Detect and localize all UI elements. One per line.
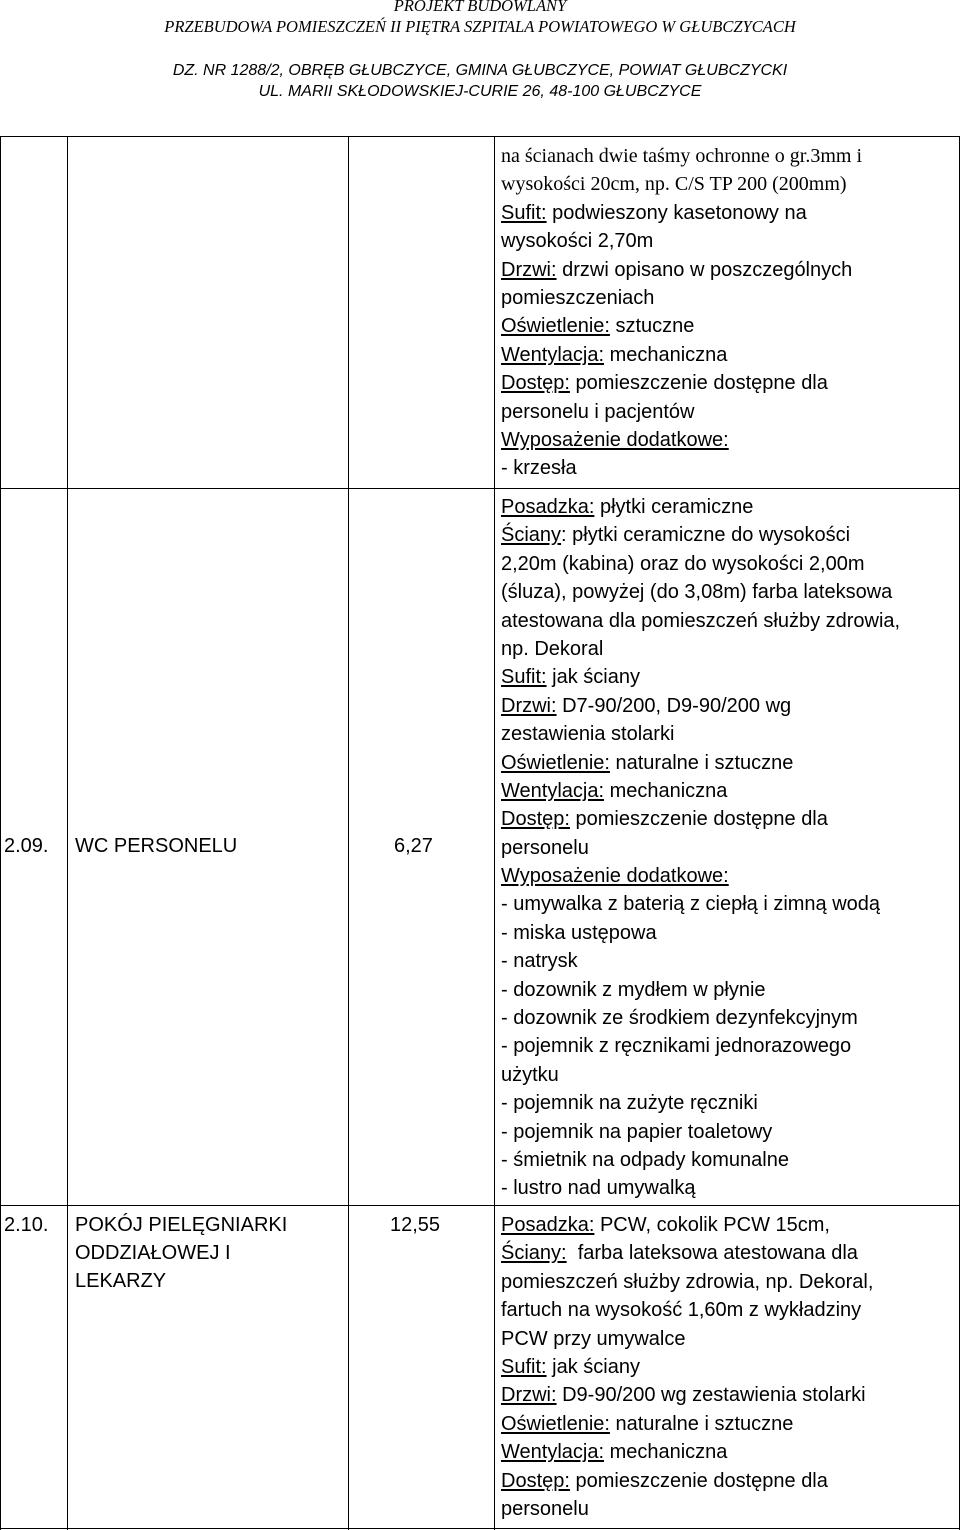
description-text: farba lateksowa atestowana dla [566, 1242, 858, 1265]
description-line [501, 426, 862, 454]
description-line [501, 919, 900, 947]
description-text: - umywalka z baterią z ciepłą i zimną wodą [501, 893, 881, 916]
description-text: 2,20m (kabina) oraz do wysokości 2,00m [501, 552, 865, 575]
description-label: Sufit: [501, 201, 547, 224]
room-name: ODDZIAŁOWEJ I [75, 1242, 231, 1264]
description-text: D9-90/200 wg zestawienia stolarki [556, 1384, 866, 1407]
description-line [501, 1438, 873, 1466]
description-text: wysokości 20cm, np. C/S TP 200 (200mm) [501, 173, 847, 196]
description-text: PCW przy umywalce [501, 1327, 686, 1350]
description-line [501, 749, 900, 777]
description-text: fartuch na wysokość 1,60m z wykładziny [501, 1299, 862, 1322]
description-label: Ściany [501, 524, 562, 547]
header-project-subtitle: PRZEBUDOWA POMIESZCZEŃ II PIĘTRA SZPITALA POWIATOWEGO W GŁUBCZYCACH [164, 17, 796, 36]
description-line [501, 720, 900, 748]
header-plot-info: DZ. NR 1288/2, OBRĘB GŁUBCZYCE, GMINA GŁUBCZYCE, POWIAT GŁUBCZYCKI [172, 62, 788, 79]
description-line [501, 1467, 873, 1495]
description-text: naturalne i sztuczne [609, 1412, 794, 1435]
description-line [501, 550, 900, 578]
room-name: POKÓJ PIELĘGNIARKI [75, 1214, 288, 1236]
table-row-separator-2 [0, 1205, 960, 1206]
description-text: atestowana dla pomieszczeń służby zdrowia, [501, 609, 901, 632]
description-text: pomieszczenie dostępne dla [569, 372, 828, 395]
description-line [501, 1061, 900, 1089]
description-text: wysokości 2,70m [501, 230, 654, 253]
description-line [501, 862, 900, 890]
description-line [501, 1089, 900, 1117]
description-line [501, 341, 862, 369]
description-text: pomieszczeń służby zdrowia, np. Dekoral, [501, 1270, 874, 1293]
room-name: WC PERSONELU [75, 835, 238, 857]
description-line [501, 199, 862, 227]
description-line [501, 1325, 873, 1353]
description-text: - pojemnik z ręcznikami jednorazowego [501, 1035, 852, 1058]
row-description [501, 1211, 873, 1523]
description-line [501, 284, 862, 312]
description-line [501, 312, 862, 340]
description-label: Wyposażenie dodatkowe: [501, 865, 729, 888]
description-line [501, 976, 900, 1004]
table-divider-number [67, 136, 68, 1530]
table-border-bottom [0, 1528, 960, 1529]
description-text: - dozownik ze środkiem dezynfekcyjnym [501, 1007, 858, 1030]
description-line [501, 663, 900, 691]
description-line [501, 398, 862, 426]
room-number: 2.10. [4, 1214, 49, 1236]
description-line [501, 1146, 900, 1174]
description-label: Drzwi: [501, 1384, 557, 1407]
description-text: - lustro nad umywalką [501, 1177, 696, 1200]
description-text: użytku [501, 1063, 559, 1086]
description-label: Sufit: [501, 666, 547, 689]
description-text: - natrysk [501, 950, 578, 973]
description-label: Drzwi: [501, 258, 557, 281]
description-text: personelu [501, 836, 589, 859]
description-line [501, 607, 900, 635]
description-text: personelu [501, 1497, 589, 1520]
description-label: Oświetlenie: [501, 315, 610, 338]
table-row-separator-1 [0, 488, 960, 489]
description-line [501, 947, 900, 975]
room-name: LEKARZY [75, 1270, 167, 1292]
room-area: 12,55 [390, 1214, 441, 1236]
header-address: UL. MARII SKŁODOWSKIEJ-CURIE 26, 48-100 GŁUBCZYCE [258, 83, 702, 100]
description-line [501, 1239, 873, 1267]
description-label: Wentylacja: [501, 1441, 605, 1464]
description-line [501, 1381, 873, 1409]
description-line [501, 256, 862, 284]
description-label: Ściany: [501, 1242, 567, 1265]
description-line [501, 1410, 873, 1438]
description-line [501, 1495, 873, 1523]
description-line [501, 578, 900, 606]
description-text: D7-90/200, D9-90/200 wg [556, 694, 792, 717]
description-line [501, 805, 900, 833]
description-text: personelu i pacjentów [501, 400, 695, 423]
row-description [501, 142, 862, 483]
description-text: - miska ustępowa [501, 921, 657, 944]
description-text: naturalne i sztuczne [609, 751, 794, 774]
description-text: podwieszony kasetonowy na [546, 201, 807, 224]
description-text: : płytki ceramiczne do wysokości [561, 524, 851, 547]
description-label: Posadzka: [501, 496, 595, 518]
description-text: mechaniczna [604, 1441, 728, 1464]
description-label: Wyposażenie dodatkowe: [501, 428, 729, 451]
description-label: Dostęp: [501, 372, 570, 395]
row-description [501, 493, 900, 1203]
description-line [501, 521, 900, 549]
description-text: - krzesła [501, 457, 577, 480]
description-text: - dozownik z mydłem w płynie [501, 978, 766, 1001]
table-border-left [0, 136, 1, 1530]
description-text: (śluza), powyżej (do 3,08m) farba lateksowa [501, 581, 893, 604]
table-divider-area [494, 136, 495, 1530]
description-line [501, 1118, 900, 1146]
room-area: 6,27 [394, 835, 433, 857]
description-text: - pojemnik na zużyte ręczniki [501, 1092, 758, 1115]
description-text: mechaniczna [604, 779, 728, 802]
description-text: - pojemnik na papier toaletowy [501, 1120, 773, 1143]
description-line [501, 635, 900, 663]
description-label: Oświetlenie: [501, 1412, 610, 1435]
description-line [501, 777, 900, 805]
description-text: pomieszczenie dostępne dla [569, 1469, 828, 1492]
description-text: pomieszczenie dostępne dla [569, 808, 828, 831]
description-line [501, 1211, 873, 1239]
description-label: Dostęp: [501, 808, 570, 831]
description-text: sztuczne [609, 315, 695, 338]
description-line [501, 1032, 900, 1060]
description-line [501, 142, 862, 170]
description-label: Wentylacja: [501, 779, 605, 802]
description-text: płytki ceramiczne [594, 496, 754, 518]
description-line [501, 454, 862, 482]
description-line [501, 1296, 873, 1324]
description-text: PCW, cokolik PCW 15cm, [594, 1214, 830, 1236]
description-text: jak ściany [546, 666, 640, 689]
description-line [501, 369, 862, 397]
description-label: Oświetlenie: [501, 751, 610, 774]
description-label: Wentylacja: [501, 343, 605, 366]
description-line [501, 834, 900, 862]
description-line [501, 227, 862, 255]
description-line [501, 1268, 873, 1296]
description-label: Dostęp: [501, 1469, 570, 1492]
description-label: Posadzka: [501, 1214, 595, 1236]
description-line [501, 890, 900, 918]
description-line [501, 1353, 873, 1381]
header-project-title: PROJEKT BUDOWLANY [393, 0, 567, 15]
description-text: zestawienia stolarki [501, 723, 675, 746]
description-line [501, 1174, 900, 1202]
description-line [501, 1004, 900, 1032]
description-label: Sufit: [501, 1355, 547, 1378]
room-number: 2.09. [4, 835, 49, 857]
description-line [501, 692, 900, 720]
description-label: Drzwi: [501, 694, 557, 717]
description-line [501, 493, 900, 521]
description-text: pomieszczeniach [501, 286, 655, 309]
description-text: np. Dekoral [501, 637, 604, 660]
description-line [501, 170, 862, 198]
table-divider-name [348, 136, 349, 1530]
description-text: - śmietnik na odpady komunalne [501, 1148, 789, 1171]
table-border-top [0, 136, 960, 137]
description-text: drzwi opisano w poszczególnych [556, 258, 853, 281]
description-text: na ścianach dwie taśmy ochronne o gr.3mm i [501, 145, 863, 167]
description-text: mechaniczna [604, 343, 728, 366]
description-text: jak ściany [546, 1355, 640, 1378]
